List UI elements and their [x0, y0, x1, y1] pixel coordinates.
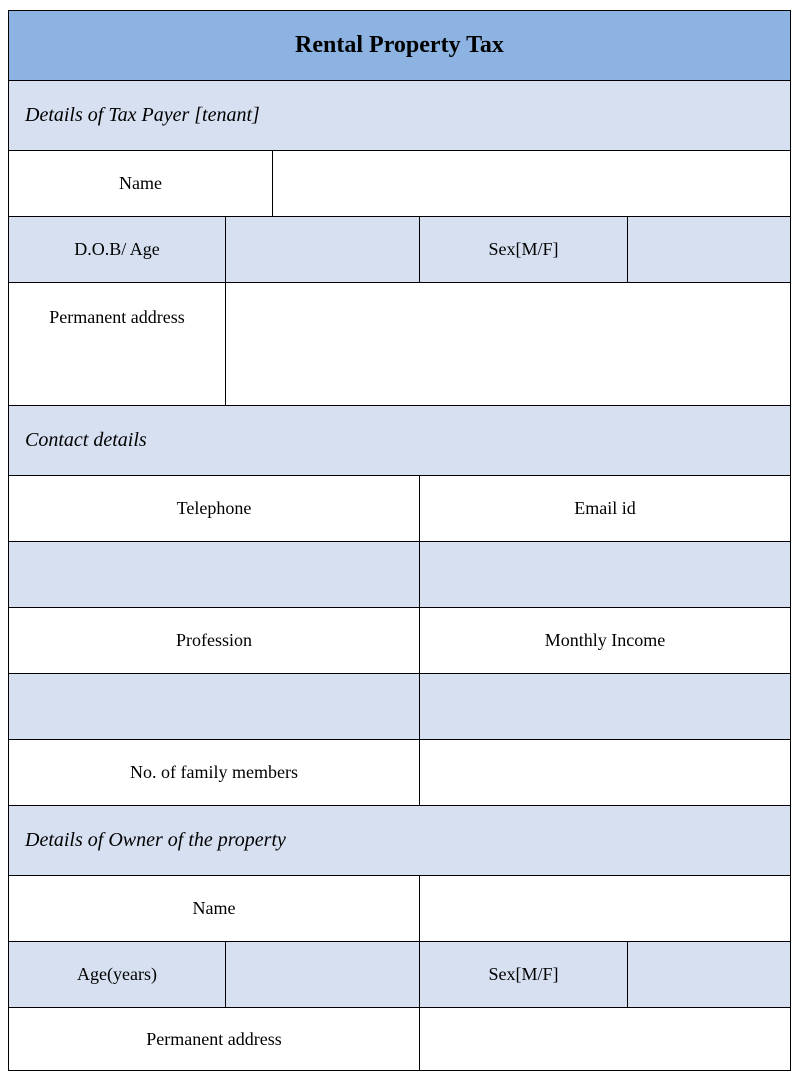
tenant-name-label: Name [9, 151, 273, 216]
email-label: Email id [574, 498, 636, 518]
owner-age-field[interactable] [226, 942, 420, 1007]
tenant-name-field[interactable] [273, 151, 790, 216]
telephone-label: Telephone [9, 476, 420, 541]
profession-fields-row [9, 674, 790, 740]
profession-label: Profession [9, 608, 420, 673]
rental-property-tax-form [8, 10, 791, 1071]
monthly-income-field[interactable] [420, 674, 790, 739]
owner-address-label: Permanent address [9, 1008, 420, 1070]
profession-field[interactable] [9, 674, 420, 739]
contact-section-row [9, 406, 790, 476]
telephone-field[interactable] [9, 542, 420, 607]
profession-labels-row [9, 608, 790, 674]
owner-address-field[interactable] [420, 1008, 790, 1070]
family-members-row [9, 740, 790, 806]
email-field[interactable] [420, 542, 790, 607]
owner-age-sex-row [9, 942, 790, 1008]
tenant-sex-label: Sex[M/F] [420, 217, 628, 282]
owner-name-row [9, 876, 790, 942]
family-members-label: No. of family members [9, 740, 420, 805]
tenant-address-field[interactable] [226, 283, 790, 405]
tenant-dob-age-label: D.O.B/ Age [9, 217, 226, 282]
owner-sex-field[interactable] [628, 942, 790, 1007]
tenant-dob-age-field[interactable] [226, 217, 420, 282]
tenant-section-row [9, 81, 790, 151]
tenant-address-row [9, 283, 790, 406]
owner-name-field[interactable] [420, 876, 790, 941]
tenant-name-row [9, 151, 790, 217]
contact-labels-row [9, 476, 790, 542]
tenant-address-label: Permanent address [9, 283, 226, 405]
tenant-section-heading: Details of Tax Payer [tenant] [9, 81, 790, 150]
contact-section-heading: Contact details [9, 406, 790, 475]
owner-address-row [9, 1008, 790, 1070]
owner-age-label: Age(years) [9, 942, 226, 1007]
contact-fields-row [9, 542, 790, 608]
owner-section-heading: Details of Owner of the property [9, 806, 790, 875]
owner-name-label: Name [9, 876, 420, 941]
form-title: Rental Property Tax [9, 11, 790, 80]
form-title-row [9, 11, 790, 81]
tenant-sex-field[interactable] [628, 217, 790, 282]
family-members-field[interactable] [420, 740, 790, 805]
tenant-dob-sex-row [9, 217, 790, 283]
owner-section-row [9, 806, 790, 876]
owner-sex-label: Sex[M/F] [420, 942, 628, 1007]
monthly-income-label: Monthly Income [544, 630, 666, 650]
